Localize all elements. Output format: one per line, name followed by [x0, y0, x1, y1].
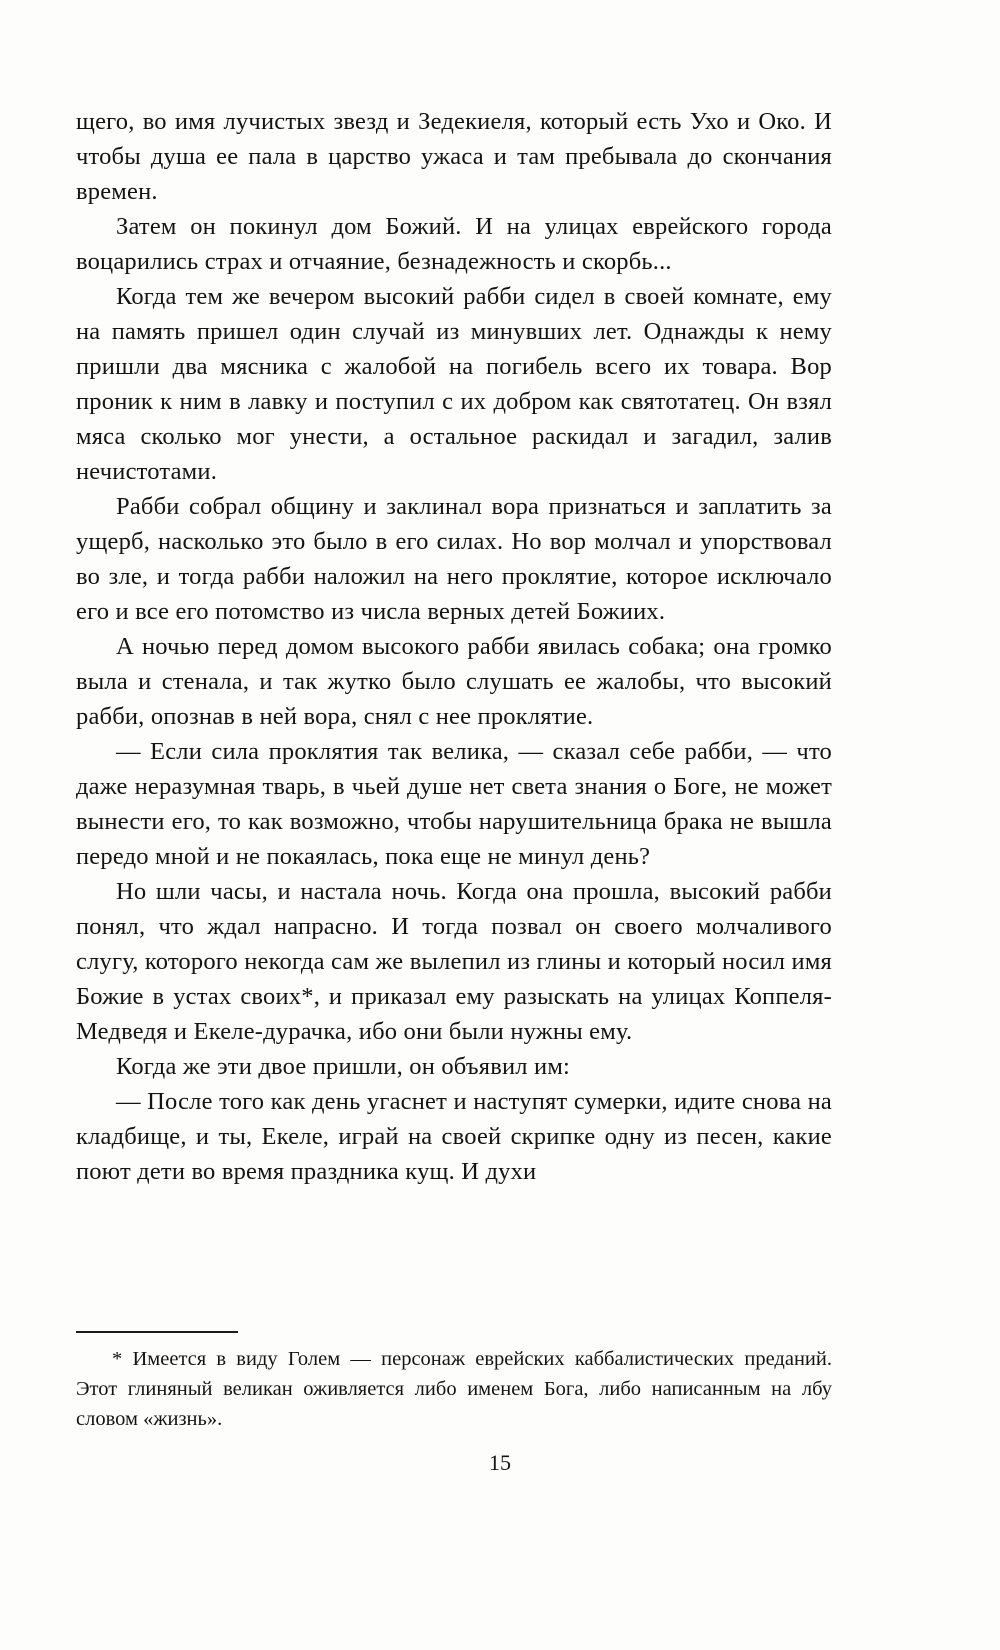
paragraph: Затем он покинул дом Божий. И на улицах еврейского города воцарились страх и отчаяние, безнадежность и скорбь...	[76, 213, 832, 275]
paragraph: Рабби собрал общину и заклинал вора признаться и заплатить за ущерб, насколько это было в его силах. Но вор молчал и упорствовал во зле, и тогда рабби наложил на него проклятие, которое исключало его и все его потомство из числа верных детей Божиих.	[76, 493, 832, 625]
footnote	[76, 1344, 832, 1434]
footnote-text: * Имеется в виду Голем — персонаж еврейских каббалистических преданий. Этот глиняный великан оживляется либо именем Бога, либо написанным на лбу словом «жизнь».	[76, 1348, 832, 1430]
paragraph: щего, во имя лучистых звезд и Зедекиеля, который есть Ухо и Око. И чтобы душа ее пала в царство ужаса и там пребывала до скончания времен.	[76, 108, 832, 205]
paragraph: — Если сила проклятия так велика, — сказал себе рабби, — что даже неразумная тварь, в чьей душе нет света знания о Боге, не может вынести его, то как возможно, чтобы нарушительница брака не вышла передо мной и не покаялась, пока еще не минул день?	[76, 738, 832, 870]
footnote-divider	[76, 1331, 238, 1333]
paragraph: — После того как день угаснет и наступят сумерки, идите снова на кладбище, и ты, Екеле, играй на своей скрипке одну из песен, какие поют дети во время праздника кущ. И духи	[76, 1088, 832, 1185]
paragraph: Когда тем же вечером высокий рабби сидел в своей комнате, ему на память пришел один случай из минувших лет. Однажды к нему пришли два мясника с жалобой на погибель всего их товара. Вор проник к ним в лавку и поступил с их добром как святотатец. Он взял мяса сколько мог унести, а остальное раскидал и загадил, залив нечистотами.	[76, 283, 832, 485]
page-number: 15	[489, 1450, 511, 1475]
paragraph: Но шли часы, и настала ночь. Когда она прошла, высокий рабби понял, что ждал напрасно. И тогда позвал он своего молчаливого слугу, которого некогда сам же вылепил из глины и который носил имя Божие в устах своих*, и приказал ему разыскать на улицах Коппеля-Медведя и Екеле-дурачка, ибо они были нужны ему.	[76, 878, 832, 1045]
body-text	[76, 104, 832, 1189]
paragraph: Когда же эти двое пришли, он объявил им:	[116, 1053, 571, 1080]
paragraph: А ночью перед домом высокого рабби явилась собака; она громко выла и стенала, и так жутко было слушать ее жалобы, что высокий рабби, опознав в ней вора, снял с нее проклятие.	[76, 633, 832, 730]
